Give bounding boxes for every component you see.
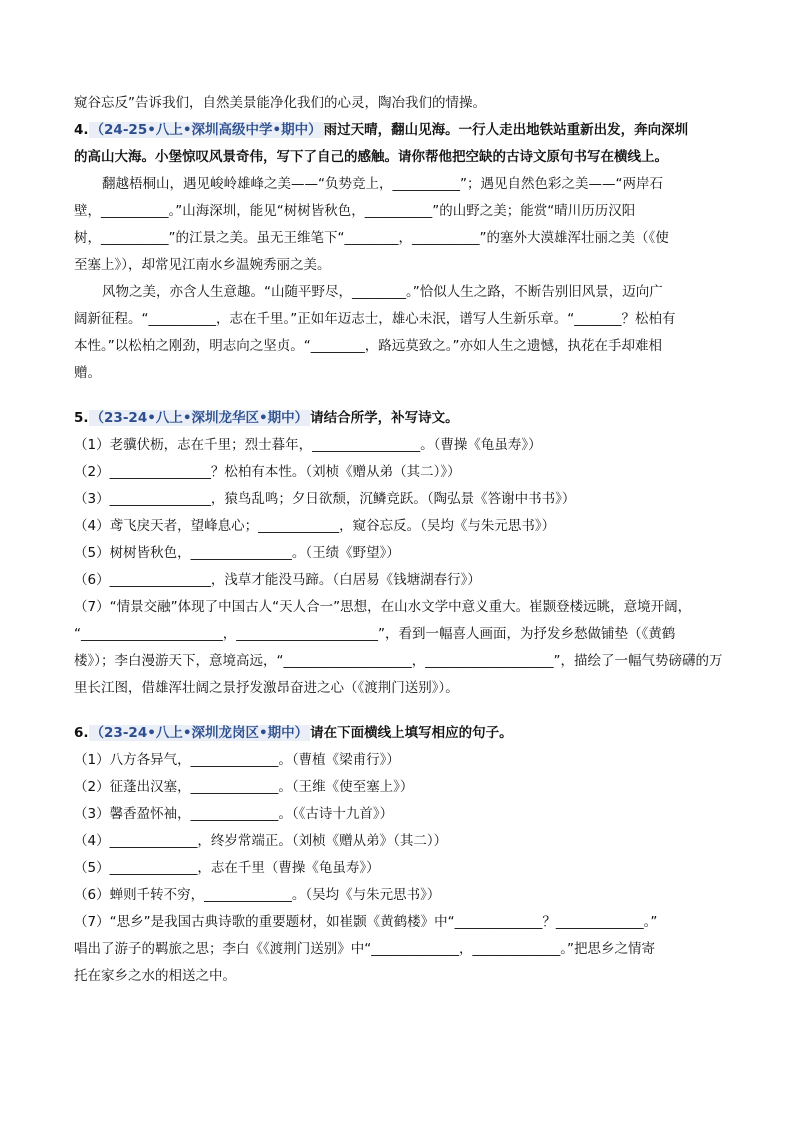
q5-item-1: （1）老骥伏枥，志在千里；烈士暮年，________________。（曹操《龟虽寿》）	[74, 437, 542, 453]
q6-header	[74, 720, 724, 747]
q6-prompt: 请在下面横线上填写相应的句子。	[310, 725, 513, 741]
spacer	[74, 387, 724, 405]
q5-prompt: 请结合所学，补写诗文。	[310, 410, 459, 426]
q5-item-3: （3）_______________，猿鸟乱鸣；夕日欲颓，沉鳞竞跃。（陶弘景《答谢中书书》）	[74, 491, 576, 507]
q6-item-7-line-2: 唱出了游子的羁旅之思；李白《《渡荆门送别》中“_____________，_____________。”把思乡之情寄	[74, 941, 655, 957]
q5-header	[74, 405, 724, 432]
q5-item-7-line-3: 楼》）；李白漫游天下，意境高远，“___________________，___________________”，描绘了一幅气势磅礴的万	[74, 653, 723, 669]
q5-item-2: （2）_______________？松柏有本性。（刘桢《赠从弟（其二）》）	[74, 464, 461, 480]
q4-header	[74, 117, 724, 144]
q4-para1-line-4: 至塞上》），却常见江南水乡温婉秀丽之美。	[74, 257, 331, 273]
q4-source-tag: （24-25•八上•深圳高级中学•期中）	[90, 122, 322, 138]
q6-item-2: （2）征蓬出汉塞，_____________。（王维《使至塞上》）	[74, 779, 414, 795]
page-content	[74, 90, 724, 990]
q5-item-7-line-2: “_____________________，_____________________”，看到一幅喜人画面，为抒发乡愁做铺垫（《黄鹤	[74, 626, 676, 642]
q4-para1-line-2: 壁，__________。”山海深圳，能见“树树皆秋色，__________”的山野之美；能赏“晴川历历汉阳	[74, 203, 636, 219]
q4-para2-line-2: 阔新征程。“__________，志在千里。”正如年迈志士，雄心未泯，谱写人生新乐章。“_______？松柏有	[74, 311, 676, 327]
q6-item-7-line-3: 托在家乡之水的相送之中。	[74, 968, 236, 984]
q4-prompt-line-2: 的高山大海。小堡惊叹风景奇伟，写下了自己的感触。请你帮他把空缺的古诗文原句书写在横线上。	[74, 149, 668, 165]
q6-source-tag: （23-24•八上•深圳龙岗区•期中）	[90, 725, 309, 741]
q6-item-5: （5）_____________，志在千里（曹操《龟虽寿》）	[74, 860, 380, 876]
q4-para2-line-3: 本性。”以松柏之刚劲，明志向之坚贞。“________，路远莫致之。”亦如人生之遗憾，执花在手却难相	[74, 338, 662, 354]
q6-item-3: （3）馨香盈怀袖，_____________。（《古诗十九首》）	[74, 806, 394, 822]
q5-source-tag: （23-24•八上•深圳龙华区•期中）	[90, 410, 309, 426]
q6-item-1: （1）八方各异气，_____________。（曹植《梁甫行》）	[74, 752, 400, 768]
q4-number: 4.	[74, 122, 89, 138]
q5-item-6: （6）_______________，浅草才能没马蹄。（白居易《钱塘湖春行》）	[74, 572, 481, 588]
spacer	[74, 702, 724, 720]
q4-para1-line-1: 翻越梧桐山，遇见峻岭雄峰之美——“负势竞上，__________”；遇见自然色彩之美——“两岸石	[102, 176, 663, 192]
q5-item-4: （4）鸢飞戾天者，望峰息心；____________，窥谷忘反。（吴均《与朱元思书》）	[74, 518, 556, 534]
q4-prompt-line-1: 雨过天晴，翻山见海。一行人走出地铁站重新出发，奔向深圳	[323, 122, 689, 138]
q5-item-5: （5）树树皆秋色，_______________。（王绩《野望》）	[74, 545, 400, 561]
q6-item-6: （6）蝉则千转不穷，_____________。（吴均《与朱元思书》）	[74, 887, 441, 903]
q5-item-7-line-4: 里长江图，借雄浑壮阔之景抒发激昂奋进之心（《渡荆门送别》）。	[74, 680, 459, 696]
q4-para2-line-1: 风物之美，亦含人生意趣。“山随平野尽，________。”恰似人生之路，不断告别旧风景，迈向广	[102, 284, 663, 300]
q5-item-7-line-1: （7）“情景交融”体现了中国古人“天人合一”思想，在山水文学中意义重大。崔颢登楼远眺，意境开阔，	[74, 599, 692, 615]
q3-tail: 窥谷忘反”告诉我们，自然美景能净化我们的心灵，陶冶我们的情操。	[74, 95, 486, 111]
question-4	[74, 117, 724, 387]
q5-number: 5.	[74, 410, 89, 426]
q6-item-4: （4）_____________，终岁常端正。（刘桢《赠从弟》（其二））	[74, 833, 448, 849]
question-6	[74, 720, 724, 990]
q6-item-7-line-1: （7）“思乡”是我国古典诗歌的重要题材，如崔颢《黄鹤楼》中“_____________？_____________。”	[74, 914, 658, 930]
q4-para2-line-4: 赠。	[74, 365, 101, 381]
q4-para1-line-3: 树，__________”的江景之美。虽无王维笔下“________，__________”的塞外大漠雄浑壮丽之美（《使	[74, 230, 669, 246]
q6-number: 6.	[74, 725, 89, 741]
question-5	[74, 405, 724, 702]
